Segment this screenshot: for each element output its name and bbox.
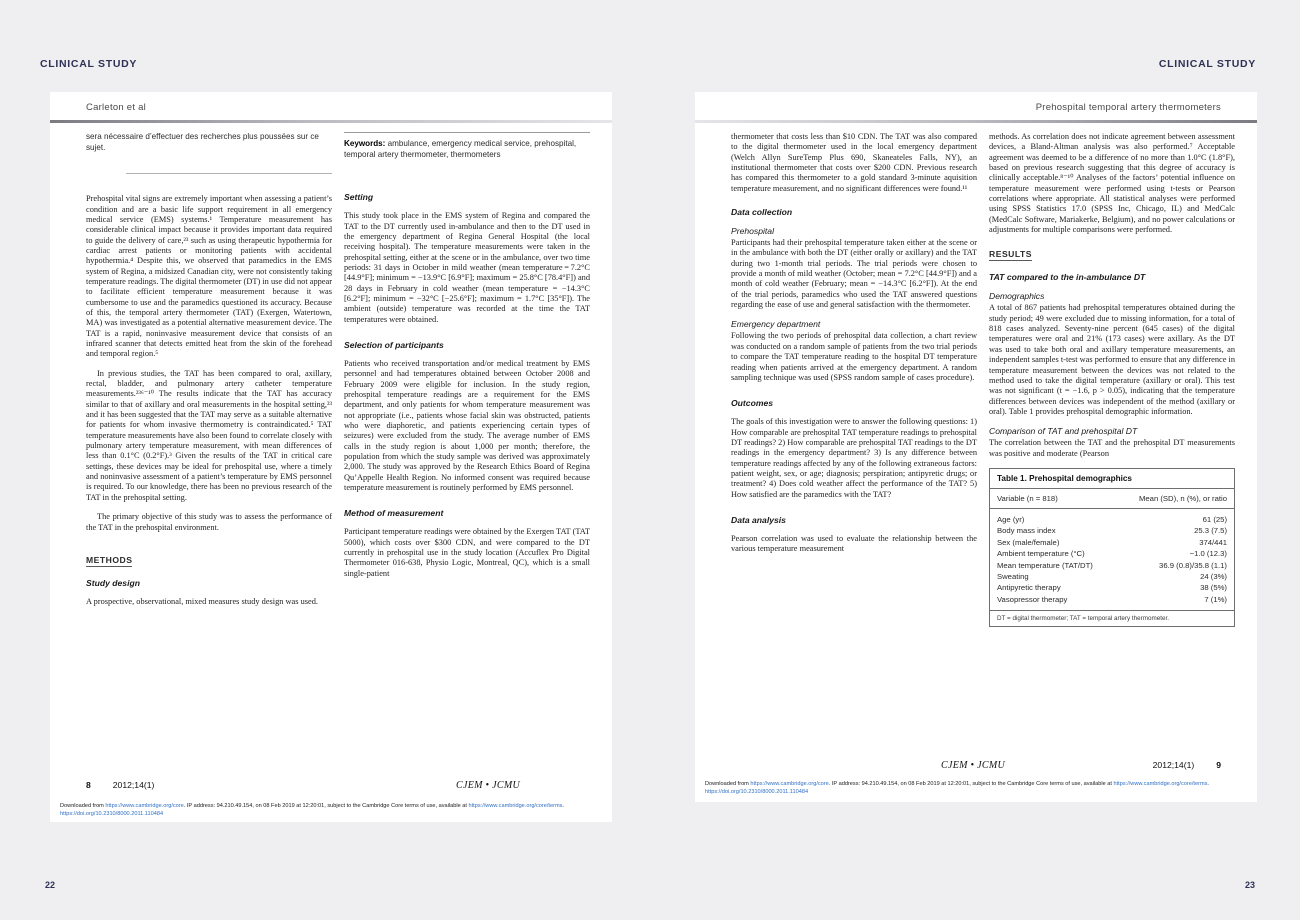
table-row xyxy=(997,571,1227,582)
table-cell-variable: Ambient temperature (°C) xyxy=(997,549,1085,559)
dl-link-core[interactable]: https://www.cambridge.org/core xyxy=(750,781,829,787)
left-column-b xyxy=(344,132,590,588)
heading-method-of-measurement: Method of measurement xyxy=(344,508,444,519)
dl-prefix: Downloaded from xyxy=(705,781,751,787)
table-cell-variable: Vasopressor therapy xyxy=(997,594,1068,604)
left-page-footer xyxy=(86,780,576,791)
demographics-body: A total of 867 patients had prehospital temperatures obtained during the study period; 49 were excluded due to missing information, for a total of 818 cases analyzed. Seventy-nine percent (645 cases) of the digital temperatures were oral and 21% (173 cases) were axillary. As the DT was used to take both oral and axillary temperature measurements, an independent samples t-test was performed to ensure that any difference in temperature measurement between the devices was not related to the method used to take the digital temperature (axillary or oral). This test was not significant (t = −1.6, p > 0.05), indicating that the temperature differences between devices was independent of the method (axillary or oral). Table 1 provides prehospital demographic information. xyxy=(989,303,1235,416)
table-cell-variable: Body mass index xyxy=(997,526,1056,536)
right-column-b xyxy=(989,132,1235,627)
selection-body: Patients who received transportation and/or medical treatment by EMS personnel and had temperatures obtained between October 2008 and February 2009 were eligible for inclusion. In the study region, prehospital temperature readings are a requirement for the EMS department, and only patients for whom temperature measurement was not appropriate (i.e., patients whose facial skin was obstructed, patients who were diaphoretic, and patients experiencing certain types of seizures) were excluded from the study. The average number of EMS calls in the study region is about 1,000 per month; therefore, the population from which the study sample was derived was approximately 2,000. The study was approved by the Research Ethics Board of Regina Qu’Appelle Health Region. No informed consent was required because temperature measurement is routinely performed by EMS personnel. xyxy=(344,358,590,493)
dl-link-terms[interactable]: https://www.cambridge.org/core/terms xyxy=(1113,781,1208,787)
table-header-variable: Variable (n = 818) xyxy=(997,493,1058,503)
heading-emergency-department: Emergency department xyxy=(731,319,821,330)
spread-folio-left: 22 xyxy=(45,880,56,890)
table-cell-variable: Mean temperature (TAT/DT) xyxy=(997,560,1093,570)
left-download-notice xyxy=(60,802,602,818)
table-row xyxy=(997,582,1227,593)
right-page-footer xyxy=(731,760,1221,771)
right-page xyxy=(695,92,1257,802)
setting-body: This study took place in the EMS system of Regina and compared the TAT to the DT currently used in-ambulance and then to the DT used in the emergency department of Regina General Hospital (the local receiving hospital). The temperature measurements were taken in the prehospital setting, either at the scene or in the ambulance, over two time periods: 31 days in October in mild weather (mean temperature = 7.2°C [44.9°F]; minimum = −13.9°C [6.9°F]; maximum = 25.8°C [78.4°F]) and 28 days in February in cold weather (mean temperature = −14.3°C [6.2°F]; minimum = −32°C [−25.6°F]; maximum = 1.7°C [35°F]). The ambient (outside) temperature was recorded at the time the TAT temperatures were obtained. xyxy=(344,211,590,324)
heading-tat-vs-in-ambulance-dt: TAT compared to the in-ambulance DT xyxy=(989,272,1146,283)
running-head-left: Carleton et al xyxy=(86,102,147,113)
study-design-body: A prospective, observational, mixed measures study design was used. xyxy=(86,596,318,606)
heading-data-collection: Data collection xyxy=(731,207,793,218)
method-of-measurement-body: Participant temperature readings were obtained by the Exergen TAT (TAT 5000), which costs over $300 CDN, and were compared to the DT currently in prehospital use in the study location (Accuflex Pro Digital Thermometer 016-638, Physio Logic, Montreal, QC), which is a small single-patient xyxy=(344,527,590,578)
right-col-b-paragraph-1: methods. As correlation does not indicate agreement between assessment devices, a Bland-Altman analysis was also performed.⁷ Acceptable agreement was deemed to be a difference of no more than 1.0°C (1.8°F), based on previous research suggesting that this degree of accuracy is clinically acceptable.⁸⁻¹⁰ Analyses of the factors’ potential influence on temperature measurement were performed using t-tests or Pearson correlations where appropriate. All statistical analyses were performed using SPSS Statistics 17.0 (SPSS Inc, Chicago, IL) and MedCalc (MedCalc Software, Mariakerke, Belgium), and no power calculations or adjustments for multiple comparisons were performed. xyxy=(989,132,1235,235)
table-row xyxy=(997,594,1227,605)
table-cell-value: −1.0 (12.3) xyxy=(1189,549,1227,559)
right-col-a-paragraph-1: thermometer that costs less than $10 CDN. The TAT was also compared to the digital thermometer used in the local emergency department (Welch Allyn SureTemp Plus 690, Skaneateles Falls, NY), an institutional thermometer that costs over $200 CDN. Previous research has compared this thermometer to a gold standard 3-minute aquisition temperature measurement, and no significant differences were found.¹¹ xyxy=(731,132,977,193)
table-cell-value: 374/441 xyxy=(1199,537,1227,547)
dl-link-core[interactable]: https://www.cambridge.org/core xyxy=(105,803,184,809)
left-footer-journal: CJEM • JCMU xyxy=(455,780,520,791)
header-rule-right xyxy=(695,120,1257,123)
data-analysis-body: Pearson correlation was used to evaluate the relationship between the various temperature measurement xyxy=(731,533,977,554)
outcomes-body: The goals of this investigation were to answer the following questions: 1) How comparable are prehospital TAT temperature readings to prehospital DT readings? 2) How comparable are prehospital TAT readings to the DT readings in the emergency department? 3) Is any difference between temperature readings affected by any of the following extraneous factors: patient weight, sex, or age; diagnosis; perspiration; antipyretic drugs; or treatment? 4) Does cold weather affect the performance of the TAT? 5) How satisfied are the paramedics with the TAT? xyxy=(731,417,977,499)
keywords-label: Keywords: xyxy=(344,139,386,148)
heading-demographics: Demographics xyxy=(989,291,1045,302)
table-row xyxy=(997,537,1227,548)
table-cell-value: 24 (3%) xyxy=(1200,571,1227,581)
dl-link-doi[interactable]: https://doi.org/10.2310/8000.2011.110484 xyxy=(60,811,164,817)
table-row xyxy=(997,548,1227,559)
running-head-right: Prehospital temporal artery thermometers xyxy=(1035,102,1221,113)
clinical-study-banner-right: CLINICAL STUDY xyxy=(1158,58,1256,70)
table-cell-variable: Antipyretic therapy xyxy=(997,583,1061,593)
keywords-text: ambulance, emergency medical service, prehospital, temporal artery thermometer, thermometers xyxy=(344,139,577,159)
heading-results: RESULTS xyxy=(989,249,1032,260)
table-header-row xyxy=(990,489,1234,509)
intro-paragraph-1: Prehospital vital signs are extremely important when assessing a patient’s condition and are a basic life support requirement in all emergency medical service (EMS) systems.¹ Temperature measurement has considerable clinical impact because it provides important data required to guide the delivery of care,²³ such as using therapeutic hypothermia for cardiac arrest patients or monitoring patients with accidental hypothermia.⁴ Despite this, we observed that paramedics in the EMS system of Regina, a midsized Canadian city, were not consistently taking temperature readings. The digital thermometer (DT) in use did not appear to facilitate efficient temperature measurement because it was cumbersome to use and the paramedics questioned its accuracy. Because of this, the temporal artery thermometer (TAT) (Exergen, Watertown, MA) was investigated as a potential alternative measurement device. The TAT is a rapid, noninvasive measurement device that consists of an infrared scanner that detects emitted heat from the skin of the forehead and temporal region.⁵ xyxy=(86,194,332,359)
dl-prefix: Downloaded from xyxy=(60,803,106,809)
table-cell-value: 61 (25) xyxy=(1202,514,1227,524)
heading-setting: Setting xyxy=(344,192,374,203)
dl-mid2: . xyxy=(562,803,564,809)
heading-selection-of-participants: Selection of participants xyxy=(344,339,444,350)
heading-methods: METHODS xyxy=(86,554,133,565)
table-cell-value: 36.9 (0.8)/35.8 (1.1) xyxy=(1159,560,1227,570)
right-footer-line xyxy=(731,760,1221,771)
keywords-block xyxy=(344,132,590,160)
table-cell-variable: Age (yr) xyxy=(997,514,1025,524)
right-footer-journal: CJEM • JCMU xyxy=(941,760,1006,771)
emergency-department-body: Following the two periods of prehospital data collection, a chart review was conducted on a random sample of patients from the two trial periods to compare the TAT temperature reading to the hospital DT temperature reading when patients arrived at the emergency department. A random sampling technique was used (SPSS random sample of cases procedure). xyxy=(731,331,977,382)
dl-link-doi[interactable]: https://doi.org/10.2310/8000.2011.110484 xyxy=(705,789,809,795)
dl-mid2: . xyxy=(1207,781,1209,787)
right-footer-issue: 2012;14(1) xyxy=(1152,760,1195,770)
clinical-study-banner-left: CLINICAL STUDY xyxy=(40,58,138,70)
table-header-value: Mean (SD), n (%), or ratio xyxy=(1138,493,1227,503)
table-cell-variable: Sweating xyxy=(997,571,1029,581)
heading-study-design: Study design xyxy=(86,577,140,588)
left-column-a xyxy=(86,132,332,616)
table-caption: Table 1. Prehospital demographics xyxy=(990,469,1234,489)
right-footer-page-number: 9 xyxy=(1216,760,1221,770)
table-footnote: DT = digital thermometer; TAT = temporal artery thermometer. xyxy=(997,615,1169,623)
intro-paragraph-3: The primary objective of this study was to assess the performance of the TAT in the prehospital environment. xyxy=(86,512,332,532)
dl-link-terms[interactable]: https://www.cambridge.org/core/terms xyxy=(468,803,563,809)
header-rule-left xyxy=(50,120,612,123)
right-column-a xyxy=(731,132,977,564)
table-row xyxy=(997,525,1227,536)
heading-comparison-tat-prehospital-dt: Comparison of TAT and prehospital DT xyxy=(989,426,1138,437)
left-footer-page-number: 8 xyxy=(86,780,91,790)
dl-mid: . IP address: 94.210.49.154, on 08 Feb 2019 at 12:20:01, subject to the Cambridge Core terms of use, available at xyxy=(828,781,1114,787)
table-row xyxy=(997,560,1227,571)
table-cell-value: 38 (5%) xyxy=(1200,583,1227,593)
table-cell-value: 7 (1%) xyxy=(1204,594,1227,604)
comparison-body: The correlation between the TAT and the prehospital DT measurements was positive and moderate (Pearson xyxy=(989,438,1235,458)
intro-paragraph-2: In previous studies, the TAT has been compared to oral, axillary, rectal, bladder, and pulmonary artery catheter temperature measurements.²³⁶⁻¹⁰ The results indicate that the TAT has accuracy similar to that of axillary and oral measurements in the hospital setting,²³ and it has been suggested that the TAT may serve as a suitable alternative for patients for whom invasive thermometry is contraindicated.⁵ TAT temperature measurements have also been found to correlate closely with pulmonary artery temperature measurement, with mean differences of less than 0.1°C (0.2°F).³ Given the results of the TAT in critical care settings, these devices may be ideal for prehospital use, where a timely and noninvasive assessment of a patient’s temperature by EMS personnel is required. To our knowledge, there has been no previous research of the TAT in the prehospital setting. xyxy=(86,368,332,502)
table-row xyxy=(997,514,1227,525)
right-download-notice xyxy=(705,780,1247,796)
heading-outcomes: Outcomes xyxy=(731,398,774,409)
left-footer-issue: 2012;14(1) xyxy=(112,780,155,790)
table-body xyxy=(990,509,1234,611)
table-cell-variable: Sex (male/female) xyxy=(997,537,1060,547)
left-page xyxy=(50,92,612,822)
abstract-fr-tail: sera nécessaire d’effectuer des recherches plus poussées sur ce sujet. xyxy=(86,132,319,152)
heading-prehospital: Prehospital xyxy=(731,226,774,237)
spread-folio-right: 23 xyxy=(1244,880,1255,890)
prehospital-body: Participants had their prehospital temperature taken either at the scene or in the ambulance with both the DT (either orally or axillary) and the TAT during two 1-month trial periods. The trial periods were chosen to provide a month of mild weather (October; mean = 7.2°C [44.9°F]) and a month of cold weather (February; mean = −14.3°C [6.2°F]). At the end of the trial periods, paramedics who used the TAT answered questions regarding the ease of use and general satisfaction with the thermometer. xyxy=(731,238,977,310)
heading-data-analysis: Data analysis xyxy=(731,514,786,525)
dl-mid: . IP address: 94.210.49.154, on 08 Feb 2019 at 12:20:01, subject to the Cambridge Core terms of use, available at xyxy=(183,803,469,809)
table-cell-value: 25.3 (7.5) xyxy=(1194,526,1227,536)
left-footer-line xyxy=(86,780,576,791)
table-1-prehospital-demographics xyxy=(989,468,1235,627)
